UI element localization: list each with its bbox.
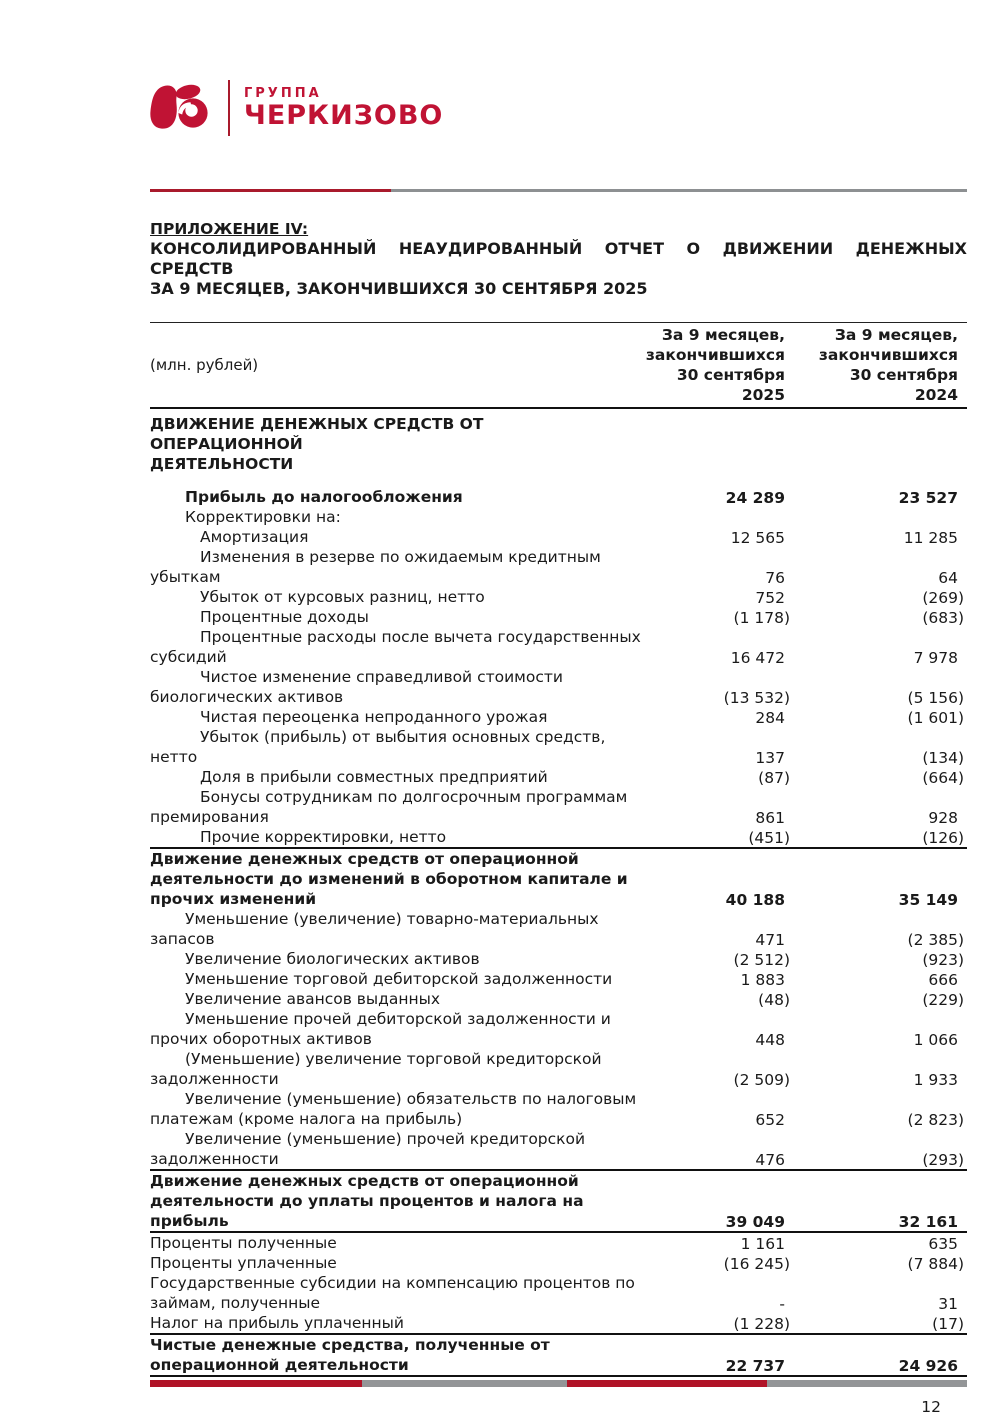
value-text: 16 472 xyxy=(730,649,785,667)
row-value-2025 xyxy=(641,1313,791,1334)
value-text: (134) xyxy=(922,749,964,767)
row-value-2024 xyxy=(791,787,967,827)
bar-gray-segment-1 xyxy=(362,1380,566,1387)
row-label-line: ДЕЯТЕЛЬНОСТИ xyxy=(150,455,294,473)
row-label-line: Уменьшение прочей дебиторской задолженности и xyxy=(185,1010,611,1028)
value-text: (2 385) xyxy=(907,931,964,949)
table-row xyxy=(150,848,967,909)
value-text: 64 xyxy=(938,569,958,587)
value-text: (2 512) xyxy=(733,951,790,969)
row-label xyxy=(150,1089,641,1129)
value-text: (2 509) xyxy=(733,1071,790,1089)
cash-flow-table xyxy=(150,322,967,1377)
document-title-line1: КОНСОЛИДИРОВАННЫЙ НЕАУДИРОВАННЫЙ ОТЧЕТ О ДВИЖЕНИИ ДЕНЕЖНЫХ СРЕДСТВ xyxy=(150,239,967,278)
column-header-line: За 9 месяцев, xyxy=(834,326,958,344)
table-row xyxy=(150,767,967,787)
row-value-2024 xyxy=(791,547,967,587)
row-value-2024 xyxy=(791,1253,967,1273)
row-value-2025 xyxy=(641,1334,791,1376)
row-value-2025 xyxy=(641,1253,791,1273)
row-value-2025 xyxy=(641,527,791,547)
value-text: 1 161 xyxy=(740,1235,785,1253)
row-label-line: Убыток (прибыль) от выбытия основных средств, xyxy=(200,728,606,746)
row-label-line: ОПЕРАЦИОННОЙ xyxy=(150,435,303,453)
row-label xyxy=(150,527,641,547)
value-text: 752 xyxy=(755,589,785,607)
table-row xyxy=(150,667,967,707)
row-label-line: Увеличение (уменьшение) прочей кредиторской xyxy=(185,1130,586,1148)
row-label-line: Чистая переоценка непроданного урожая xyxy=(200,708,548,726)
value-text: (229) xyxy=(922,991,964,1009)
column-header-line: закончившихся xyxy=(818,346,958,364)
bar-gray-segment-2 xyxy=(767,1380,967,1387)
row-value-2024 xyxy=(791,587,967,607)
table-row xyxy=(150,587,967,607)
row-label-line: Движение денежных средств от операционной xyxy=(150,850,579,868)
row-value-2025 xyxy=(641,607,791,627)
value-text: 23 527 xyxy=(898,489,958,507)
logo xyxy=(150,82,967,134)
row-label-line: субсидий xyxy=(150,648,227,666)
row-label-line: задолженности xyxy=(150,1150,279,1168)
value-text: 7 978 xyxy=(913,649,958,667)
row-value-2024 xyxy=(791,1129,967,1170)
appendix-title: ПРИЛОЖЕНИЕ IV: xyxy=(150,220,309,238)
value-text: 24 926 xyxy=(898,1357,958,1375)
row-value-2025 xyxy=(641,787,791,827)
row-label xyxy=(150,607,641,627)
row-value-2025 xyxy=(641,969,791,989)
row-label xyxy=(150,707,641,727)
table-row xyxy=(150,507,967,527)
table-row xyxy=(150,969,967,989)
row-label-line: (Уменьшение) увеличение торговой кредиторской xyxy=(185,1050,602,1068)
row-label-line: Налог на прибыль уплаченный xyxy=(150,1314,404,1332)
value-text: (923) xyxy=(922,951,964,969)
row-value-2025 xyxy=(641,1273,791,1313)
row-label xyxy=(150,1129,641,1170)
row-value-2025 xyxy=(641,1129,791,1170)
row-label-line: прочих оборотных активов xyxy=(150,1030,372,1048)
row-label xyxy=(150,949,641,969)
row-label-line: Процентные расходы после вычета государственных xyxy=(200,628,641,646)
bar-red-segment-1 xyxy=(150,1380,362,1387)
row-value-2024 xyxy=(791,727,967,767)
row-label xyxy=(150,1313,641,1334)
row-label-line: займам, полученные xyxy=(150,1294,320,1312)
row-value-2025 xyxy=(641,667,791,707)
value-text: (16 245) xyxy=(723,1255,790,1273)
row-value-2024 xyxy=(791,1334,967,1376)
row-label-line: Чистое изменение справедливой стоимости xyxy=(200,668,563,686)
row-label-line: Прибыль до налогообложения xyxy=(185,488,463,506)
row-label-line: деятельности до уплаты процентов и налога на xyxy=(150,1192,584,1210)
table-row xyxy=(150,989,967,1009)
row-label-line: Процентные доходы xyxy=(200,608,369,626)
row-label-line: запасов xyxy=(150,930,215,948)
row-label-line: Чистые денежные средства, полученные от xyxy=(150,1336,550,1354)
unit-label: (млн. рублей) xyxy=(150,323,641,409)
table-row xyxy=(150,1334,967,1376)
row-value-2024 xyxy=(791,408,967,487)
row-label-line: Уменьшение торговой дебиторской задолженности xyxy=(185,970,613,988)
value-text: 35 149 xyxy=(898,891,958,909)
value-text: (48) xyxy=(758,991,790,1009)
row-value-2025 xyxy=(641,1049,791,1089)
column-header-2024 xyxy=(791,323,967,409)
row-label xyxy=(150,1273,641,1313)
row-label-line: Амортизация xyxy=(200,528,309,546)
value-text: 476 xyxy=(755,1151,785,1169)
row-label-line: задолженности xyxy=(150,1070,279,1088)
value-text: (17) xyxy=(932,1315,964,1333)
row-label xyxy=(150,408,641,487)
page-number: 12 xyxy=(921,1398,941,1415)
row-value-2025 xyxy=(641,949,791,969)
bar-red-segment-2 xyxy=(567,1380,767,1387)
row-value-2024 xyxy=(791,1273,967,1313)
row-label xyxy=(150,627,641,667)
table-row xyxy=(150,707,967,727)
table-body xyxy=(150,408,967,1376)
row-label xyxy=(150,1232,641,1253)
row-value-2025 xyxy=(641,827,791,848)
row-label xyxy=(150,848,641,909)
table-row xyxy=(150,1313,967,1334)
table-row xyxy=(150,547,967,587)
value-text: 39 049 xyxy=(725,1213,785,1231)
column-header-line: За 9 месяцев, xyxy=(661,326,785,344)
value-text: 22 737 xyxy=(725,1357,785,1375)
value-text: 40 188 xyxy=(725,891,785,909)
value-text: (126) xyxy=(922,829,964,847)
row-value-2024 xyxy=(791,527,967,547)
row-label-line: Изменения в резерве по ожидаемым кредитным xyxy=(200,548,601,566)
value-text: (664) xyxy=(922,769,964,787)
title-block xyxy=(150,219,967,299)
row-value-2024 xyxy=(791,667,967,707)
table-row xyxy=(150,949,967,969)
row-label xyxy=(150,989,641,1009)
row-value-2025 xyxy=(641,408,791,487)
table-row xyxy=(150,1170,967,1232)
value-text: (269) xyxy=(922,589,964,607)
value-text: (1 178) xyxy=(733,609,790,627)
row-value-2024 xyxy=(791,1170,967,1232)
table-row xyxy=(150,408,967,487)
logo-brand-label: ЧЕРКИЗОВО xyxy=(244,99,444,131)
row-value-2024 xyxy=(791,1009,967,1049)
value-text: 12 565 xyxy=(730,529,785,547)
row-value-2024 xyxy=(791,989,967,1009)
row-label xyxy=(150,547,641,587)
row-label xyxy=(150,667,641,707)
row-label-line: платежам (кроме налога на прибыль) xyxy=(150,1110,463,1128)
row-value-2024 xyxy=(791,969,967,989)
value-text: (293) xyxy=(922,1151,964,1169)
value-text: 284 xyxy=(755,709,785,727)
row-value-2025 xyxy=(641,1170,791,1232)
table-row xyxy=(150,1129,967,1170)
row-label xyxy=(150,827,641,848)
document-title-line2: ЗА 9 МЕСЯЦЕВ, ЗАКОНЧИВШИХСЯ 30 СЕНТЯБРЯ 2025 xyxy=(150,279,648,298)
row-value-2024 xyxy=(791,1313,967,1334)
table-row xyxy=(150,1273,967,1313)
column-header-line: 30 сентября xyxy=(676,366,785,384)
row-label-line: нетто xyxy=(150,748,198,766)
value-text: 652 xyxy=(755,1111,785,1129)
row-label xyxy=(150,1334,641,1376)
value-text: (683) xyxy=(922,609,964,627)
footer-stripe-bar xyxy=(150,1380,967,1387)
row-label xyxy=(150,1170,641,1232)
row-value-2025 xyxy=(641,707,791,727)
value-text: 76 xyxy=(765,569,785,587)
row-value-2024 xyxy=(791,707,967,727)
row-value-2024 xyxy=(791,1089,967,1129)
header-divider-line xyxy=(150,189,967,192)
row-value-2025 xyxy=(641,487,791,507)
value-text: 1 883 xyxy=(740,971,785,989)
row-label-line: прочих изменений xyxy=(150,890,317,908)
row-value-2025 xyxy=(641,627,791,667)
value-text: 666 xyxy=(928,971,958,989)
value-text: 448 xyxy=(755,1031,785,1049)
value-text: 471 xyxy=(755,931,785,949)
row-label-line: прибыль xyxy=(150,1212,229,1230)
row-label-line: Корректировки на: xyxy=(185,508,341,526)
row-value-2025 xyxy=(641,989,791,1009)
row-label xyxy=(150,727,641,767)
value-text: 1 933 xyxy=(913,1071,958,1089)
table-row xyxy=(150,627,967,667)
table-row xyxy=(150,787,967,827)
row-label-line: Доля в прибыли совместных предприятий xyxy=(200,768,548,786)
row-value-2025 xyxy=(641,848,791,909)
table-row xyxy=(150,487,967,507)
row-label xyxy=(150,487,641,507)
row-label xyxy=(150,1253,641,1273)
row-value-2025 xyxy=(641,1009,791,1049)
value-text: 1 066 xyxy=(913,1031,958,1049)
value-text: (1 228) xyxy=(733,1315,790,1333)
value-text: 31 xyxy=(938,1295,958,1313)
table-row xyxy=(150,527,967,547)
value-text: - xyxy=(779,1295,785,1313)
row-value-2024 xyxy=(791,507,967,527)
column-header-line: 30 сентября xyxy=(849,366,958,384)
column-header-line: 2024 xyxy=(914,386,958,404)
row-value-2024 xyxy=(791,848,967,909)
value-text: (5 156) xyxy=(907,689,964,707)
row-label-line: деятельности до изменений в оборотном капитале и xyxy=(150,870,628,888)
table-head-row xyxy=(150,323,967,409)
row-label-line: Прочие корректировки, нетто xyxy=(200,828,447,846)
row-value-2024 xyxy=(791,1232,967,1253)
row-label-line: Проценты уплаченные xyxy=(150,1254,337,1272)
row-value-2025 xyxy=(641,547,791,587)
value-text: 11 285 xyxy=(903,529,958,547)
row-value-2024 xyxy=(791,827,967,848)
row-value-2024 xyxy=(791,909,967,949)
value-text: (451) xyxy=(748,829,790,847)
row-value-2025 xyxy=(641,727,791,767)
row-value-2025 xyxy=(641,587,791,607)
table-row xyxy=(150,827,967,848)
row-label xyxy=(150,787,641,827)
row-label-line: Увеличение (уменьшение) обязательств по налоговым xyxy=(185,1090,637,1108)
row-value-2024 xyxy=(791,767,967,787)
row-label-line: Увеличение биологических активов xyxy=(185,950,480,968)
row-value-2025 xyxy=(641,507,791,527)
table-row xyxy=(150,909,967,949)
value-text: 137 xyxy=(755,749,785,767)
row-value-2024 xyxy=(791,627,967,667)
row-label-line: Уменьшение (увеличение) товарно-материальных xyxy=(185,910,599,928)
row-label xyxy=(150,767,641,787)
value-text: (13 532) xyxy=(723,689,790,707)
table-row xyxy=(150,1009,967,1049)
table-row xyxy=(150,1253,967,1273)
table-row xyxy=(150,1049,967,1089)
row-value-2025 xyxy=(641,1089,791,1129)
row-label-line: убыткам xyxy=(150,568,221,586)
value-text: 24 289 xyxy=(725,489,785,507)
row-label-line: биологических активов xyxy=(150,688,344,706)
value-text: (87) xyxy=(758,769,790,787)
row-label-line: Государственные субсидии на компенсацию процентов по xyxy=(150,1274,635,1292)
value-text: (2 823) xyxy=(907,1111,964,1129)
table-row xyxy=(150,727,967,767)
table-row xyxy=(150,1089,967,1129)
row-value-2024 xyxy=(791,487,967,507)
value-text: 861 xyxy=(755,809,785,827)
row-label xyxy=(150,1009,641,1049)
row-label-line: операционной деятельности xyxy=(150,1356,409,1374)
divider-gray-segment xyxy=(391,189,967,192)
row-label-line: Убыток от курсовых разниц, нетто xyxy=(200,588,485,606)
column-header-line: 2025 xyxy=(741,386,785,404)
table-row xyxy=(150,607,967,627)
value-text: (7 884) xyxy=(907,1255,964,1273)
row-label xyxy=(150,1049,641,1089)
column-header-line: закончившихся xyxy=(645,346,785,364)
row-value-2024 xyxy=(791,949,967,969)
row-label-line: Увеличение авансов выданных xyxy=(185,990,441,1008)
row-label-line: Бонусы сотрудникам по долгосрочным программам xyxy=(200,788,628,806)
value-text: 928 xyxy=(928,809,958,827)
table-row xyxy=(150,1232,967,1253)
row-label-line: Проценты полученные xyxy=(150,1234,337,1252)
row-value-2025 xyxy=(641,1232,791,1253)
row-label xyxy=(150,969,641,989)
row-label xyxy=(150,909,641,949)
row-value-2025 xyxy=(641,767,791,787)
value-text: 32 161 xyxy=(898,1213,958,1231)
row-value-2024 xyxy=(791,607,967,627)
row-label xyxy=(150,507,641,527)
value-text: 635 xyxy=(928,1235,958,1253)
row-label-line: Движение денежных средств от операционной xyxy=(150,1172,579,1190)
logo-wordmark xyxy=(244,86,443,131)
row-label xyxy=(150,587,641,607)
row-value-2025 xyxy=(641,909,791,949)
column-header-2025 xyxy=(641,323,791,409)
row-label-line: ДВИЖЕНИЕ ДЕНЕЖНЫХ СРЕДСТВ ОТ xyxy=(150,415,484,433)
row-value-2024 xyxy=(791,1049,967,1089)
logo-divider xyxy=(228,80,230,136)
row-label-line: премирования xyxy=(150,808,269,826)
logo-group-label: ГРУППА xyxy=(244,85,322,101)
divider-red-segment xyxy=(150,189,391,192)
cherkizovo-logo-icon xyxy=(150,83,210,133)
value-text: (1 601) xyxy=(907,709,964,727)
